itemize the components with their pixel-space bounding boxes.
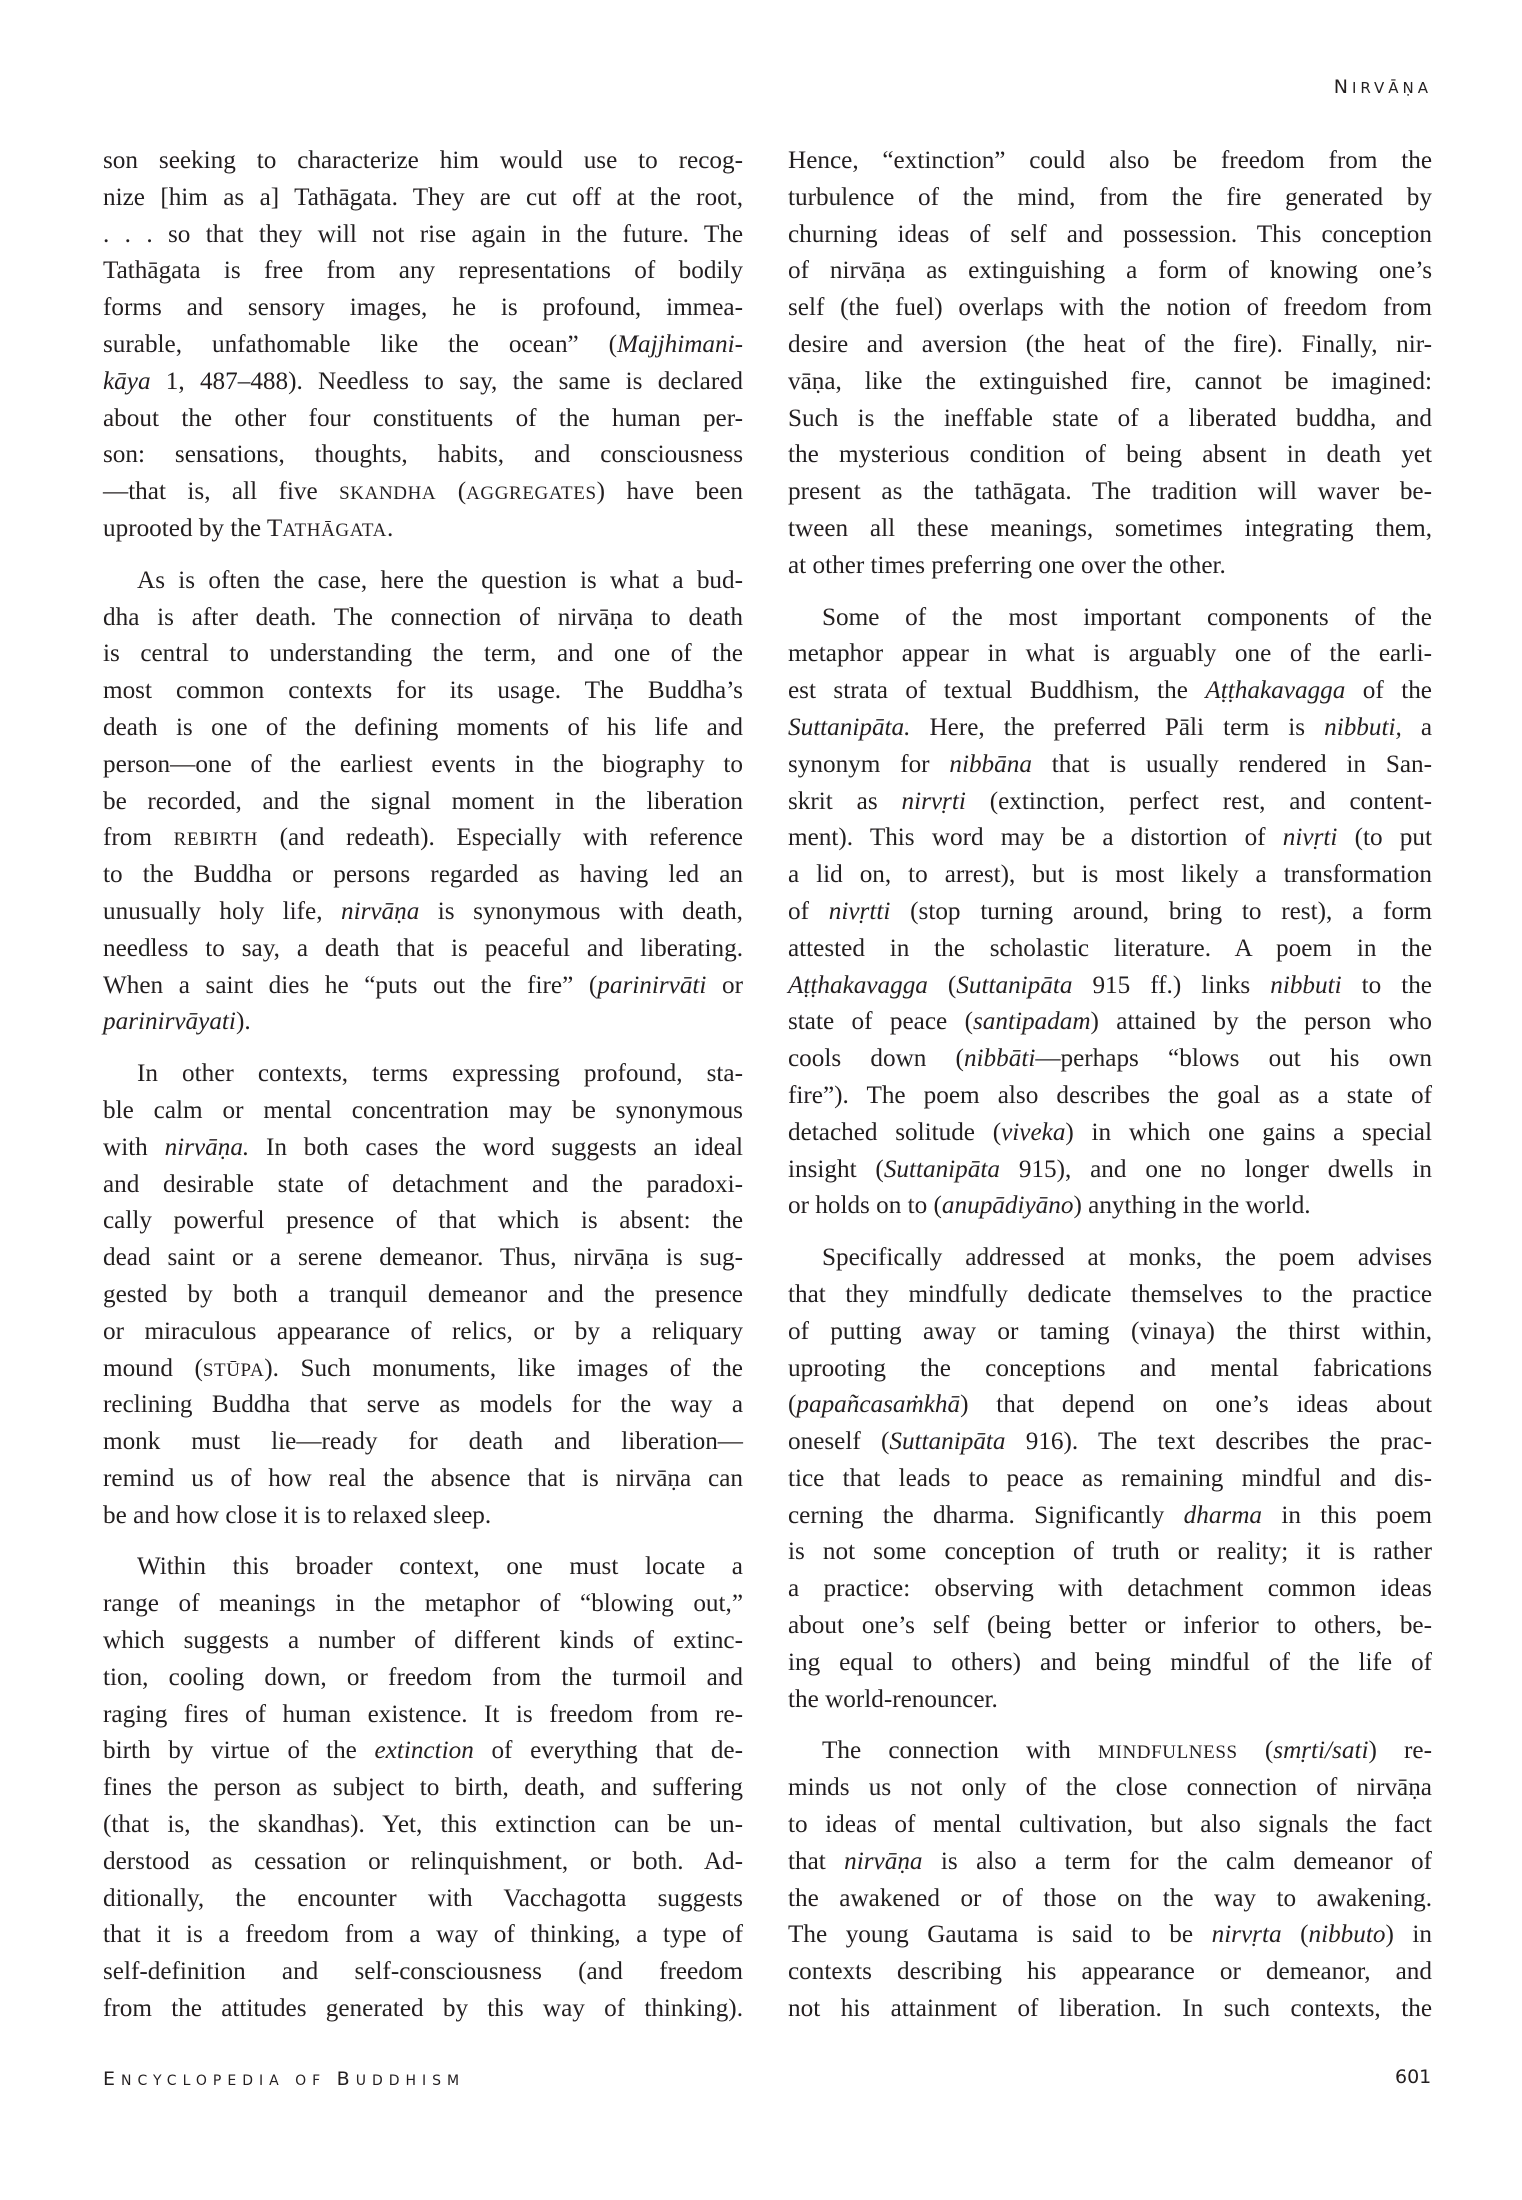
text-run: NCYCLOPEDIA OF bbox=[121, 2073, 337, 2089]
text-line bbox=[788, 1152, 1432, 1189]
text-run: person—one of the earliest events in the biography to bbox=[103, 750, 743, 778]
text-run: with bbox=[103, 1133, 165, 1161]
text-run: from bbox=[103, 824, 174, 852]
text-run: a lid on, to arrest), but is most likely a transformation bbox=[788, 861, 1432, 889]
text-run: 915 ff.) links bbox=[1072, 971, 1271, 999]
text-line bbox=[103, 747, 743, 784]
text-line bbox=[788, 1387, 1432, 1424]
cross-reference: STŪPA bbox=[202, 1359, 265, 1381]
initial-capital: E bbox=[103, 2068, 122, 2090]
text-line bbox=[103, 636, 743, 673]
text-line bbox=[103, 1004, 743, 1041]
text-line bbox=[788, 1115, 1432, 1152]
text-run: ble calm or mental concentration may be synonymous bbox=[103, 1096, 743, 1124]
cross-reference: AGGREGATES bbox=[466, 483, 597, 505]
text-line bbox=[103, 1697, 743, 1734]
text-run: (that is, the skandhas). Yet, this extinction can be un- bbox=[103, 1811, 743, 1839]
text-line bbox=[788, 1498, 1432, 1535]
text-run: is also a term for the calm demeanor of bbox=[922, 1847, 1432, 1875]
text-line bbox=[788, 820, 1432, 857]
text-run: ) re- bbox=[1368, 1737, 1432, 1765]
text-line bbox=[103, 1387, 743, 1424]
text-line bbox=[103, 784, 743, 821]
text-run: a practice: observing with detachment common ideas bbox=[788, 1575, 1432, 1603]
text-run: ) in which one gains a special bbox=[1065, 1118, 1432, 1146]
text-line bbox=[788, 1004, 1432, 1041]
text-run: tice that leads to peace as remaining mindful and dis- bbox=[788, 1464, 1432, 1492]
text-line bbox=[103, 1240, 743, 1277]
text-run: mound ( bbox=[103, 1354, 203, 1382]
text-run: ). Such monuments, like images of the bbox=[264, 1354, 743, 1382]
text-run: or bbox=[706, 971, 744, 999]
right-column bbox=[788, 143, 1432, 2043]
text-run: ing equal to others) and being mindful of the life of bbox=[788, 1648, 1432, 1676]
text-line bbox=[103, 820, 743, 857]
text-run: churning ideas of self and possession. This conception bbox=[788, 220, 1432, 248]
text-run: turbulence of the mind, from the fire generated by bbox=[788, 183, 1432, 211]
text-run: which suggests a number of different kinds of extinc- bbox=[103, 1627, 743, 1655]
text-line bbox=[103, 1660, 743, 1697]
text-run: As is often the case, here the question is what a bud- bbox=[137, 566, 743, 594]
italic-term: Suttanipāta bbox=[883, 1155, 1000, 1183]
text-run: (and redeath). Especially with reference bbox=[257, 824, 743, 852]
text-run: ) have been bbox=[596, 478, 743, 506]
text-run: from the attitudes generated by this way of thinking). bbox=[103, 1995, 743, 2023]
text-run: reclining Buddha that serve as models for the way a bbox=[103, 1391, 743, 1419]
italic-term: nirvṛta bbox=[1211, 1921, 1282, 1949]
italic-term: nirvāṇa bbox=[844, 1847, 923, 1875]
text-run: insight ( bbox=[788, 1155, 884, 1183]
text-run: ( bbox=[788, 1391, 797, 1419]
text-line bbox=[103, 327, 743, 364]
text-run: cerning the dharma. Significantly bbox=[788, 1501, 1184, 1529]
italic-term: papañcasaṁkhā bbox=[796, 1391, 961, 1419]
text-run: is central to understanding the term, and one of the bbox=[103, 640, 743, 668]
text-run: —perhaps “blows out his own bbox=[1035, 1045, 1432, 1073]
cross-reference: REBIRTH bbox=[173, 829, 258, 851]
text-run: . . . so that they will not rise again in the future. The bbox=[103, 220, 743, 248]
text-run: most common contexts for its usage. The Buddha’s bbox=[103, 677, 743, 705]
text-run: IRVĀṆA bbox=[1351, 79, 1432, 97]
paragraph bbox=[103, 143, 743, 548]
text-run: or miraculous appearance of relics, or by a reliquary bbox=[103, 1317, 743, 1345]
italic-term: nirvṛti bbox=[901, 787, 966, 815]
text-run: of the bbox=[1345, 677, 1432, 705]
text-run: —that is, all five bbox=[103, 478, 340, 506]
text-run: 915), and one no longer dwells in bbox=[999, 1155, 1432, 1183]
text-line bbox=[103, 1203, 743, 1240]
text-line bbox=[103, 401, 743, 438]
paragraph bbox=[788, 143, 1432, 585]
text-run: 1, 487–488). Needless to say, the same is declared bbox=[150, 367, 743, 395]
text-line bbox=[103, 1351, 743, 1388]
text-line bbox=[103, 143, 743, 180]
text-line bbox=[103, 364, 743, 401]
text-run: cally powerful presence of that which is absent: the bbox=[103, 1207, 743, 1235]
text-run: skrit as bbox=[788, 787, 902, 815]
text-run: Tathāgata is free from any representations of bodily bbox=[103, 257, 743, 285]
text-run: metaphor appear in what is arguably one of the earli- bbox=[788, 640, 1432, 668]
text-line bbox=[788, 364, 1432, 401]
text-line bbox=[788, 437, 1432, 474]
text-run: of everything that de- bbox=[473, 1737, 743, 1765]
text-line bbox=[103, 1167, 743, 1204]
text-line bbox=[103, 1056, 743, 1093]
text-line bbox=[103, 1461, 743, 1498]
text-run: gested by both a tranquil demeanor and the presence bbox=[103, 1280, 743, 1308]
text-run: self-definition and self-consciousness (and freedom bbox=[103, 1958, 743, 1986]
text-line bbox=[103, 1733, 743, 1770]
text-run: son seeking to characterize him would use to recog- bbox=[103, 147, 743, 174]
text-run: surable, unfathomable like the ocean” ( bbox=[103, 330, 618, 358]
text-line bbox=[103, 1424, 743, 1461]
italic-term: Aṭṭhakavagga bbox=[1205, 677, 1346, 705]
text-run: minds us not only of the close connection of nirvāṇa bbox=[788, 1774, 1432, 1802]
text-line bbox=[788, 143, 1432, 180]
italic-term: nibbuti, bbox=[1324, 713, 1402, 741]
text-line bbox=[103, 968, 743, 1005]
text-line bbox=[103, 1549, 743, 1586]
text-run: oneself ( bbox=[788, 1428, 890, 1456]
paragraph bbox=[103, 563, 743, 1041]
text-line bbox=[103, 1277, 743, 1314]
text-run: range of meanings in the metaphor of “blowing out,” bbox=[103, 1590, 743, 1618]
text-run: state of peace ( bbox=[788, 1008, 973, 1036]
running-head-title bbox=[1334, 76, 1432, 98]
text-run: In both cases the word suggests an ideal bbox=[249, 1133, 743, 1161]
text-run: uprooted by the T bbox=[103, 514, 283, 542]
text-line bbox=[103, 253, 743, 290]
text-run: to ideas of mental cultivation, but also signals the fact bbox=[788, 1811, 1432, 1839]
text-run: ( bbox=[436, 478, 467, 506]
italic-term: Suttanipāta bbox=[889, 1428, 1006, 1456]
italic-term: Suttanipāta bbox=[956, 971, 1073, 999]
text-run: 916). The text describes the prac- bbox=[1005, 1428, 1433, 1456]
text-run: ment). This word may be a distortion of bbox=[788, 824, 1283, 852]
text-run: that it is a freedom from a way of thinking, a type of bbox=[103, 1921, 743, 1949]
text-run: the awakened or of those on the way to awakening. bbox=[788, 1884, 1432, 1912]
text-run: in this poem bbox=[1262, 1501, 1432, 1529]
text-run: that is usually rendered in San- bbox=[1031, 750, 1433, 778]
text-run: is synonymous with death, bbox=[419, 897, 743, 925]
text-run: needless to say, a death that is peaceful and liberating. bbox=[103, 934, 743, 962]
text-run: to the bbox=[1341, 971, 1432, 999]
text-run: (to put bbox=[1337, 824, 1432, 852]
italic-term: anupādiyāno bbox=[941, 1192, 1074, 1220]
text-line bbox=[788, 548, 1432, 585]
text-run: son: sensations, thoughts, habits, and consciousness bbox=[103, 441, 743, 469]
text-run: about one’s self (being better or inferior to others, be- bbox=[788, 1612, 1432, 1640]
paragraph bbox=[103, 1056, 743, 1534]
text-run: ) in bbox=[1385, 1921, 1432, 1949]
text-line bbox=[103, 857, 743, 894]
text-line bbox=[103, 1770, 743, 1807]
text-line bbox=[103, 1314, 743, 1351]
text-line bbox=[788, 1351, 1432, 1388]
text-run: uprooting the conceptions and mental fabrications bbox=[788, 1354, 1432, 1382]
text-run: nize [him as a] Tathāgata. They are cut off at the root, bbox=[103, 183, 743, 211]
paragraph bbox=[788, 1733, 1432, 2027]
text-run: remind us of how real the absence that is nirvāṇa can bbox=[103, 1464, 743, 1492]
text-run: When a saint dies he “puts out the fire” ( bbox=[103, 971, 598, 999]
text-run: self (the fuel) overlaps with the notion of freedom from bbox=[788, 294, 1432, 322]
italic-term: nivṛti bbox=[1282, 824, 1338, 852]
text-run: ) attained by the person who bbox=[1090, 1008, 1432, 1036]
text-line bbox=[103, 1623, 743, 1660]
text-line bbox=[103, 511, 743, 548]
text-line bbox=[788, 1991, 1432, 2028]
paragraph bbox=[788, 1240, 1432, 1718]
text-line bbox=[103, 1807, 743, 1844]
text-run: present as the tathāgata. The tradition will waver be- bbox=[788, 478, 1432, 506]
text-line bbox=[788, 1461, 1432, 1498]
text-line bbox=[788, 673, 1432, 710]
text-run: fines the person as subject to birth, death, and suffering bbox=[103, 1774, 743, 1802]
text-run: Hence, “extinction” could also be freedom from the bbox=[788, 147, 1432, 174]
italic-term: Suttanipāta. bbox=[788, 713, 911, 741]
italic-term: nivṛtti bbox=[828, 897, 891, 925]
text-run: ( bbox=[1237, 1737, 1274, 1765]
text-line bbox=[103, 600, 743, 637]
text-line bbox=[788, 474, 1432, 511]
text-run: ( bbox=[927, 971, 957, 999]
initial-capital: B bbox=[336, 2068, 356, 2090]
text-run: ( bbox=[1281, 1921, 1309, 1949]
text-run: ). bbox=[235, 1008, 251, 1036]
text-line bbox=[788, 1188, 1432, 1225]
text-run: derstood as cessation or relinquishment, or both. Ad- bbox=[103, 1847, 743, 1875]
text-run: . bbox=[386, 514, 394, 542]
text-run: death is one of the defining moments of his life and bbox=[103, 713, 743, 741]
italic-term: nibbuto bbox=[1308, 1921, 1386, 1949]
text-run: In other contexts, terms expressing profound, sta- bbox=[137, 1060, 743, 1088]
text-line bbox=[103, 437, 743, 474]
italic-term: kāya bbox=[103, 367, 151, 395]
text-run: that they mindfully dedicate themselves to the practice bbox=[788, 1280, 1432, 1308]
text-run: synonym for bbox=[788, 750, 950, 778]
text-run: Such is the ineffable state of a liberated buddha, and bbox=[788, 404, 1432, 432]
left-column bbox=[103, 143, 743, 2043]
text-line bbox=[788, 857, 1432, 894]
text-line bbox=[788, 710, 1432, 747]
text-run: the world-renouncer. bbox=[788, 1685, 998, 1713]
text-line bbox=[103, 1093, 743, 1130]
text-line bbox=[788, 1645, 1432, 1682]
text-run: (extinction, perfect rest, and content- bbox=[965, 787, 1433, 815]
italic-term: nirvāṇa. bbox=[164, 1133, 250, 1161]
text-line bbox=[103, 290, 743, 327]
text-run: is not some conception of truth or reality; it is rather bbox=[788, 1538, 1432, 1566]
text-run: at other times preferring one over the other. bbox=[788, 551, 1226, 579]
text-run: attested in the scholastic literature. A poem in the bbox=[788, 934, 1432, 962]
text-line bbox=[103, 931, 743, 968]
text-run: Specifically addressed at monks, the poem advises bbox=[822, 1244, 1432, 1272]
text-run: UDDHISM bbox=[355, 2073, 466, 2089]
italic-term: nibbāti bbox=[963, 1045, 1036, 1073]
text-line bbox=[788, 1424, 1432, 1461]
text-line bbox=[103, 1991, 743, 2028]
text-line bbox=[103, 1498, 743, 1535]
text-line bbox=[103, 563, 743, 600]
text-line bbox=[788, 1844, 1432, 1881]
text-line bbox=[788, 1534, 1432, 1571]
italic-term: santipadam bbox=[972, 1008, 1091, 1036]
text-run: tween all these meanings, sometimes integrating them, bbox=[788, 514, 1432, 542]
text-run: Some of the most important components of the bbox=[822, 603, 1432, 631]
italic-term: nibbuti bbox=[1270, 971, 1342, 999]
text-line bbox=[103, 180, 743, 217]
text-line bbox=[103, 1917, 743, 1954]
paragraph bbox=[788, 600, 1432, 1226]
text-run: dha is after death. The connection of nirvāṇa to death bbox=[103, 603, 743, 631]
text-run: a bbox=[1401, 713, 1432, 741]
text-line bbox=[103, 474, 743, 511]
text-run: fire”). The poem also describes the goal as a state of bbox=[788, 1081, 1432, 1109]
text-line bbox=[103, 1844, 743, 1881]
text-line bbox=[788, 1571, 1432, 1608]
italic-term: nirvāṇa bbox=[340, 897, 420, 925]
text-line bbox=[103, 1586, 743, 1623]
text-line bbox=[788, 1770, 1432, 1807]
text-run: raging fires of human existence. It is freedom from re- bbox=[103, 1700, 743, 1728]
italic-term: Majjhimani- bbox=[617, 330, 743, 358]
text-run: ) that depend on one’s ideas about bbox=[960, 1391, 1432, 1419]
text-run: The young Gautama is said to be bbox=[788, 1921, 1212, 1949]
text-line bbox=[103, 217, 743, 254]
text-run: (stop turning around, bring to rest), a form bbox=[890, 897, 1433, 925]
cross-reference: ATHĀGATA bbox=[282, 519, 387, 541]
text-line bbox=[788, 1608, 1432, 1645]
text-run: to the Buddha or persons regarded as having led an bbox=[103, 861, 743, 889]
text-run: detached solitude ( bbox=[788, 1118, 1002, 1146]
cross-reference: MINDFULNESS bbox=[1098, 1742, 1238, 1764]
text-line bbox=[788, 894, 1432, 931]
text-line bbox=[103, 710, 743, 747]
text-line bbox=[788, 1682, 1432, 1719]
text-line bbox=[788, 747, 1432, 784]
text-line bbox=[788, 600, 1432, 637]
text-line bbox=[788, 1881, 1432, 1918]
italic-term: smṛti/sati bbox=[1273, 1737, 1369, 1765]
text-run: unusually holy life, bbox=[103, 897, 341, 925]
text-run: not his attainment of liberation. In such contexts, the bbox=[788, 1995, 1432, 2023]
initial-capital: N bbox=[1333, 76, 1352, 98]
italic-term: viveka bbox=[1001, 1118, 1066, 1146]
text-run: ditionally, the encounter with Vacchagotta suggests bbox=[103, 1884, 743, 1912]
text-run: of putting away or taming (vinaya) the thirst within, bbox=[788, 1317, 1432, 1345]
page-number: 601 bbox=[1395, 2066, 1432, 2088]
italic-term: parinirvāyati bbox=[103, 1008, 236, 1036]
text-run: dead saint or a serene demeanor. Thus, nirvāṇa is sug- bbox=[103, 1244, 743, 1272]
text-run: the mysterious condition of being absent in death yet bbox=[788, 441, 1432, 469]
paragraph bbox=[103, 1549, 743, 2027]
text-run: be recorded, and the signal moment in the liberation bbox=[103, 787, 743, 815]
text-line bbox=[788, 1078, 1432, 1115]
text-run: cools down ( bbox=[788, 1045, 964, 1073]
text-run: vāṇa, like the extinguished fire, cannot be imagined: bbox=[788, 367, 1432, 395]
text-line bbox=[788, 217, 1432, 254]
text-run: be and how close it is to relaxed sleep. bbox=[103, 1501, 492, 1529]
text-run: desire and aversion (the heat of the fire). Finally, nir- bbox=[788, 330, 1432, 358]
text-run: contexts describing his appearance or demeanor, and bbox=[788, 1958, 1432, 1986]
text-run: est strata of textual Buddhism, the bbox=[788, 677, 1206, 705]
text-run: of nirvāṇa as extinguishing a form of knowing one’s bbox=[788, 257, 1432, 285]
text-run: ) anything in the world. bbox=[1073, 1192, 1311, 1220]
text-run: Here, the preferred Pāli term is bbox=[910, 713, 1325, 741]
footer-book-title bbox=[103, 2068, 465, 2090]
text-line bbox=[103, 894, 743, 931]
text-run: tion, cooling down, or freedom from the turmoil and bbox=[103, 1663, 743, 1691]
text-line bbox=[788, 290, 1432, 327]
text-line bbox=[788, 636, 1432, 673]
text-line bbox=[788, 1041, 1432, 1078]
text-line bbox=[788, 784, 1432, 821]
italic-term: Aṭṭhakavagga bbox=[788, 971, 928, 999]
text-line bbox=[103, 673, 743, 710]
text-line bbox=[788, 327, 1432, 364]
text-line bbox=[103, 1881, 743, 1918]
text-line bbox=[103, 1954, 743, 1991]
cross-reference: SKANDHA bbox=[339, 483, 437, 505]
text-line bbox=[788, 1277, 1432, 1314]
text-line bbox=[788, 401, 1432, 438]
text-line bbox=[788, 931, 1432, 968]
text-run: or holds on to ( bbox=[788, 1192, 942, 1220]
text-line bbox=[788, 1954, 1432, 1991]
text-line bbox=[788, 1807, 1432, 1844]
text-line bbox=[788, 1733, 1432, 1770]
text-run: of bbox=[788, 897, 829, 925]
text-run: and desirable state of detachment and the paradoxi- bbox=[103, 1170, 743, 1198]
text-run: Within this broader context, one must locate a bbox=[137, 1553, 743, 1581]
text-run: monk must lie—ready for death and liberation— bbox=[103, 1428, 743, 1456]
text-line bbox=[788, 253, 1432, 290]
text-line bbox=[788, 1240, 1432, 1277]
text-run: that bbox=[788, 1847, 845, 1875]
text-run: about the other four constituents of the human per- bbox=[103, 404, 743, 432]
text-line bbox=[788, 968, 1432, 1005]
italic-term: nibbāna bbox=[949, 750, 1032, 778]
text-line bbox=[788, 180, 1432, 217]
text-run: birth by virtue of the bbox=[103, 1737, 375, 1765]
text-line bbox=[788, 511, 1432, 548]
italic-term: dharma bbox=[1183, 1501, 1262, 1529]
italic-term: parinirvāti bbox=[597, 971, 707, 999]
text-line bbox=[788, 1314, 1432, 1351]
text-run: The connection with bbox=[822, 1737, 1099, 1765]
text-run: forms and sensory images, he is profound, immea- bbox=[103, 294, 743, 322]
text-line bbox=[788, 1917, 1432, 1954]
italic-term: extinction bbox=[374, 1737, 474, 1765]
text-line bbox=[103, 1130, 743, 1167]
